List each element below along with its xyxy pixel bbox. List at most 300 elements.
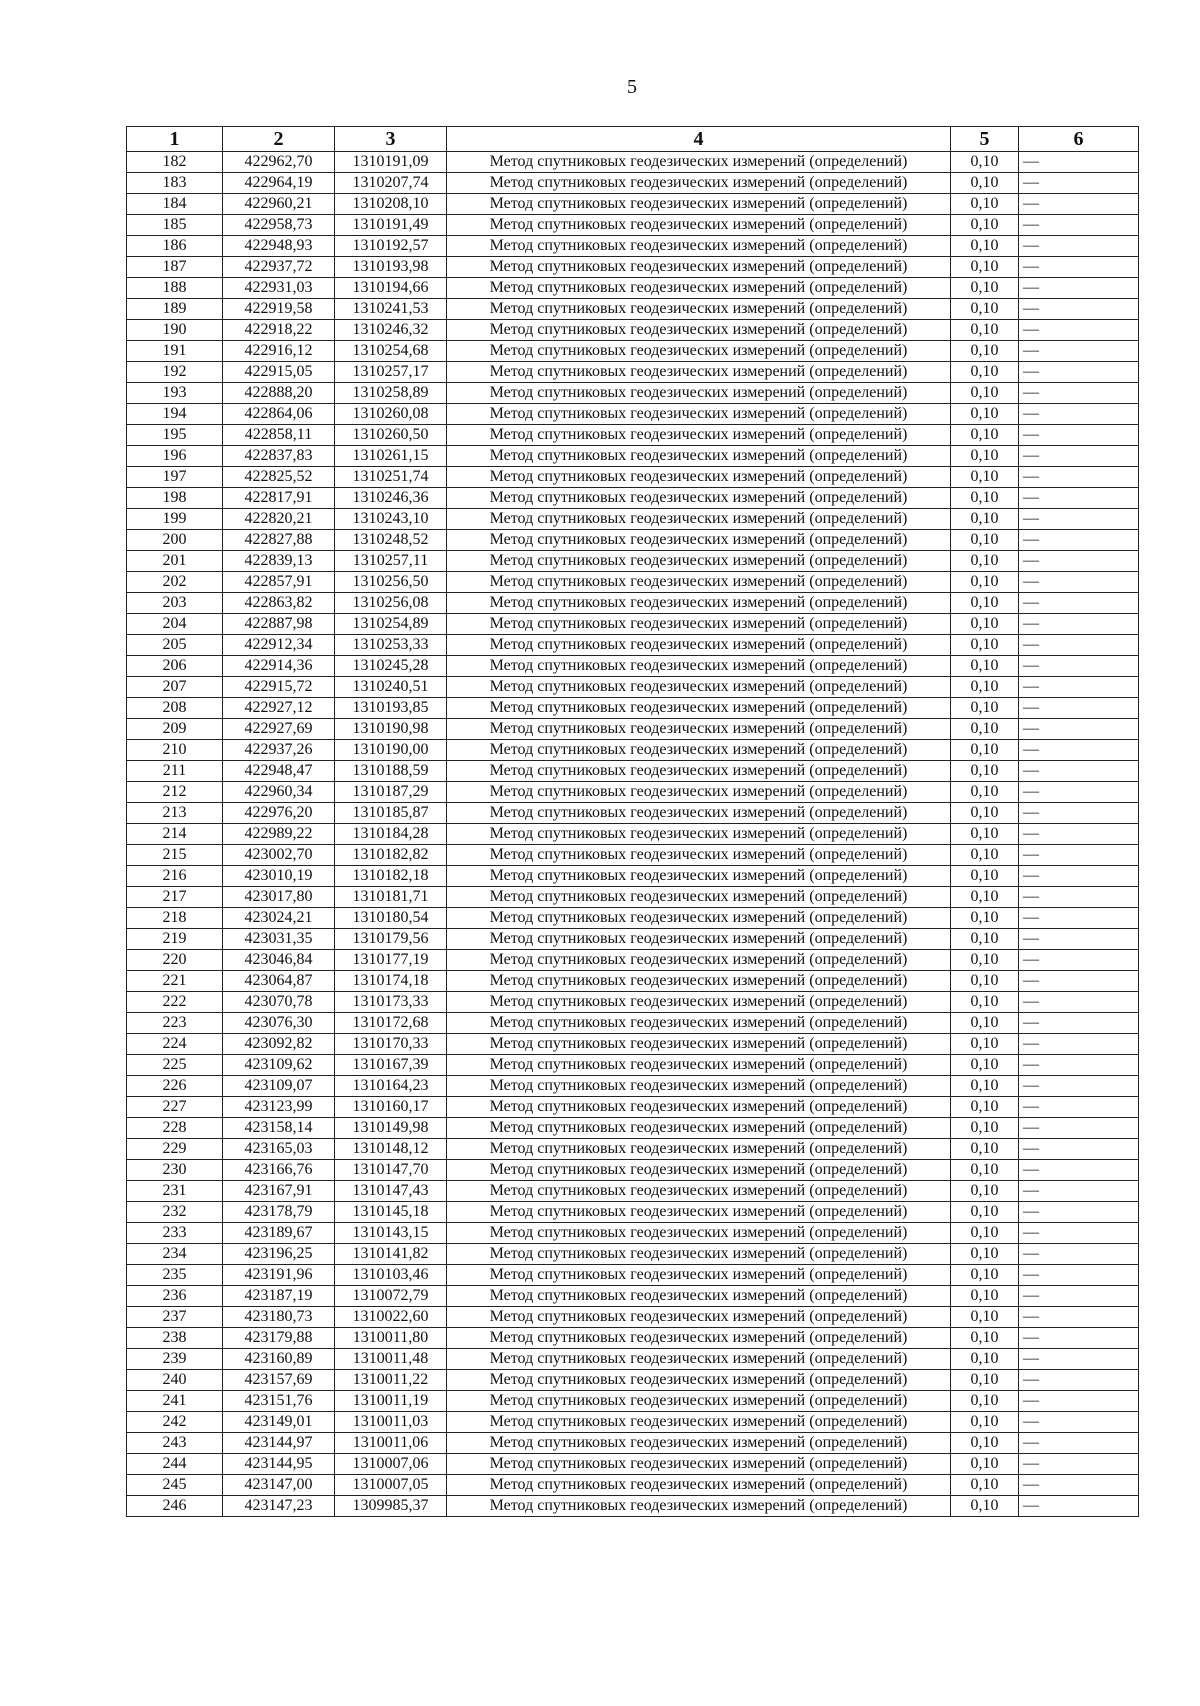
x-coordinate-cell: 422948,47	[223, 761, 335, 782]
method-cell: Метод спутниковых геодезических измерений (определений)	[447, 404, 951, 425]
point-number-cell: 208	[127, 698, 223, 719]
method-cell: Метод спутниковых геодезических измерений (определений)	[447, 656, 951, 677]
method-cell: Метод спутниковых геодезических измерений (определений)	[447, 824, 951, 845]
point-number-cell: 231	[127, 1181, 223, 1202]
method-cell: Метод спутниковых геодезических измерений (определений)	[447, 950, 951, 971]
point-number-cell: 233	[127, 1223, 223, 1244]
method-cell: Метод спутниковых геодезических измерений (определений)	[447, 1433, 951, 1454]
y-coordinate-cell: 1310248,52	[335, 530, 447, 551]
point-number-cell: 224	[127, 1034, 223, 1055]
y-coordinate-cell: 1310194,66	[335, 278, 447, 299]
point-number-cell: 203	[127, 593, 223, 614]
x-coordinate-cell: 423046,84	[223, 950, 335, 971]
description-cell: —	[1019, 257, 1139, 278]
description-cell: —	[1019, 215, 1139, 236]
description-cell: —	[1019, 1265, 1139, 1286]
y-coordinate-cell: 1310164,23	[335, 1076, 447, 1097]
x-coordinate-cell: 423064,87	[223, 971, 335, 992]
point-number-cell: 197	[127, 467, 223, 488]
accuracy-cell: 0,10	[951, 761, 1019, 782]
x-coordinate-cell: 423167,91	[223, 1181, 335, 1202]
method-cell: Метод спутниковых геодезических измерений (определений)	[447, 152, 951, 173]
description-cell: —	[1019, 1181, 1139, 1202]
accuracy-cell: 0,10	[951, 908, 1019, 929]
method-cell: Метод спутниковых геодезических измерений (определений)	[447, 1223, 951, 1244]
method-cell: Метод спутниковых геодезических измерений (определений)	[447, 1097, 951, 1118]
table-row	[127, 656, 1139, 677]
description-cell: —	[1019, 194, 1139, 215]
y-coordinate-cell: 1310148,12	[335, 1139, 447, 1160]
y-coordinate-cell: 1310149,98	[335, 1118, 447, 1139]
y-coordinate-cell: 1310253,33	[335, 635, 447, 656]
point-number-cell: 232	[127, 1202, 223, 1223]
y-coordinate-cell: 1310187,29	[335, 782, 447, 803]
description-cell: —	[1019, 551, 1139, 572]
x-coordinate-cell: 422817,91	[223, 488, 335, 509]
method-cell: Метод спутниковых геодезических измерений (определений)	[447, 1328, 951, 1349]
x-coordinate-cell: 423147,23	[223, 1496, 335, 1517]
x-coordinate-cell: 422825,52	[223, 467, 335, 488]
x-coordinate-cell: 423017,80	[223, 887, 335, 908]
description-cell: —	[1019, 1244, 1139, 1265]
accuracy-cell: 0,10	[951, 194, 1019, 215]
point-number-cell: 242	[127, 1412, 223, 1433]
accuracy-cell: 0,10	[951, 173, 1019, 194]
table-row	[127, 257, 1139, 278]
accuracy-cell: 0,10	[951, 257, 1019, 278]
table-row	[127, 992, 1139, 1013]
point-number-cell: 212	[127, 782, 223, 803]
point-number-cell: 235	[127, 1265, 223, 1286]
description-cell: —	[1019, 1307, 1139, 1328]
y-coordinate-cell: 1310182,18	[335, 866, 447, 887]
y-coordinate-cell: 1310172,68	[335, 1013, 447, 1034]
table-row	[127, 509, 1139, 530]
table-row	[127, 887, 1139, 908]
table-row	[127, 635, 1139, 656]
accuracy-cell: 0,10	[951, 635, 1019, 656]
table-row	[127, 740, 1139, 761]
point-number-cell: 245	[127, 1475, 223, 1496]
y-coordinate-cell: 1310190,98	[335, 719, 447, 740]
table-row	[127, 341, 1139, 362]
description-cell: —	[1019, 1118, 1139, 1139]
table-row	[127, 383, 1139, 404]
y-coordinate-cell: 1310241,53	[335, 299, 447, 320]
table-row	[127, 467, 1139, 488]
accuracy-cell: 0,10	[951, 1139, 1019, 1160]
description-cell: —	[1019, 824, 1139, 845]
x-coordinate-cell: 422864,06	[223, 404, 335, 425]
table-row	[127, 929, 1139, 950]
method-cell: Метод спутниковых геодезических измерений (определений)	[447, 929, 951, 950]
y-coordinate-cell: 1310240,51	[335, 677, 447, 698]
method-cell: Метод спутниковых геодезических измерений (определений)	[447, 1202, 951, 1223]
point-number-cell: 220	[127, 950, 223, 971]
description-cell: —	[1019, 1139, 1139, 1160]
point-number-cell: 182	[127, 152, 223, 173]
method-cell: Метод спутниковых геодезических измерений (определений)	[447, 1118, 951, 1139]
method-cell: Метод спутниковых геодезических измерений (определений)	[447, 740, 951, 761]
x-coordinate-cell: 423076,30	[223, 1013, 335, 1034]
y-coordinate-cell: 1310246,36	[335, 488, 447, 509]
y-coordinate-cell: 1310179,56	[335, 929, 447, 950]
accuracy-cell: 0,10	[951, 404, 1019, 425]
description-cell: —	[1019, 1496, 1139, 1517]
point-number-cell: 210	[127, 740, 223, 761]
table-row	[127, 299, 1139, 320]
x-coordinate-cell: 422914,36	[223, 656, 335, 677]
description-cell: —	[1019, 572, 1139, 593]
description-cell: —	[1019, 1328, 1139, 1349]
point-number-cell: 198	[127, 488, 223, 509]
table-row	[127, 1265, 1139, 1286]
x-coordinate-cell: 422918,22	[223, 320, 335, 341]
y-coordinate-cell: 1310254,68	[335, 341, 447, 362]
accuracy-cell: 0,10	[951, 1433, 1019, 1454]
description-cell: —	[1019, 1055, 1139, 1076]
y-coordinate-cell: 1310170,33	[335, 1034, 447, 1055]
description-cell: —	[1019, 320, 1139, 341]
point-number-cell: 237	[127, 1307, 223, 1328]
method-cell: Метод спутниковых геодезических измерений (определений)	[447, 1265, 951, 1286]
accuracy-cell: 0,10	[951, 509, 1019, 530]
y-coordinate-cell: 1310257,17	[335, 362, 447, 383]
accuracy-cell: 0,10	[951, 1265, 1019, 1286]
point-number-cell: 238	[127, 1328, 223, 1349]
table-row	[127, 803, 1139, 824]
method-cell: Метод спутниковых геодезических измерений (определений)	[447, 551, 951, 572]
description-cell: —	[1019, 446, 1139, 467]
description-cell: —	[1019, 488, 1139, 509]
table-body	[127, 152, 1139, 1517]
y-coordinate-cell: 1310185,87	[335, 803, 447, 824]
method-cell: Метод спутниковых геодезических измерений (определений)	[447, 299, 951, 320]
accuracy-cell: 0,10	[951, 1076, 1019, 1097]
description-cell: —	[1019, 782, 1139, 803]
point-number-cell: 200	[127, 530, 223, 551]
point-number-cell: 218	[127, 908, 223, 929]
accuracy-cell: 0,10	[951, 1202, 1019, 1223]
accuracy-cell: 0,10	[951, 1244, 1019, 1265]
accuracy-cell: 0,10	[951, 929, 1019, 950]
x-coordinate-cell: 423109,07	[223, 1076, 335, 1097]
x-coordinate-cell: 422888,20	[223, 383, 335, 404]
description-cell: —	[1019, 845, 1139, 866]
y-coordinate-cell: 1310256,50	[335, 572, 447, 593]
table-row	[127, 593, 1139, 614]
x-coordinate-cell: 423002,70	[223, 845, 335, 866]
description-cell: —	[1019, 635, 1139, 656]
method-cell: Метод спутниковых геодезических измерений (определений)	[447, 635, 951, 656]
x-coordinate-cell: 422858,11	[223, 425, 335, 446]
x-coordinate-cell: 423144,97	[223, 1433, 335, 1454]
y-coordinate-cell: 1310143,15	[335, 1223, 447, 1244]
x-coordinate-cell: 422989,22	[223, 824, 335, 845]
x-coordinate-cell: 423151,76	[223, 1391, 335, 1412]
method-cell: Метод спутниковых геодезических измерений (определений)	[447, 320, 951, 341]
method-cell: Метод спутниковых геодезических измерений (определений)	[447, 866, 951, 887]
x-coordinate-cell: 423010,19	[223, 866, 335, 887]
y-coordinate-cell: 1310258,89	[335, 383, 447, 404]
method-cell: Метод спутниковых геодезических измерений (определений)	[447, 1181, 951, 1202]
table-row	[127, 320, 1139, 341]
method-cell: Метод спутниковых геодезических измерений (определений)	[447, 383, 951, 404]
method-cell: Метод спутниковых геодезических измерений (определений)	[447, 1244, 951, 1265]
method-cell: Метод спутниковых геодезических измерений (определений)	[447, 257, 951, 278]
description-cell: —	[1019, 467, 1139, 488]
table-row	[127, 425, 1139, 446]
column-header-6: 6	[1019, 127, 1139, 152]
table-row	[127, 194, 1139, 215]
x-coordinate-cell: 422912,34	[223, 635, 335, 656]
table-row	[127, 152, 1139, 173]
point-number-cell: 205	[127, 635, 223, 656]
x-coordinate-cell: 422927,69	[223, 719, 335, 740]
accuracy-cell: 0,10	[951, 215, 1019, 236]
table-row	[127, 971, 1139, 992]
x-coordinate-cell: 423189,67	[223, 1223, 335, 1244]
method-cell: Метод спутниковых геодезических измерений (определений)	[447, 1160, 951, 1181]
point-number-cell: 214	[127, 824, 223, 845]
description-cell: —	[1019, 1475, 1139, 1496]
method-cell: Метод спутниковых геодезических измерений (определений)	[447, 1307, 951, 1328]
y-coordinate-cell: 1310103,46	[335, 1265, 447, 1286]
x-coordinate-cell: 423070,78	[223, 992, 335, 1013]
method-cell: Метод спутниковых геодезических измерений (определений)	[447, 1076, 951, 1097]
accuracy-cell: 0,10	[951, 1412, 1019, 1433]
x-coordinate-cell: 422827,88	[223, 530, 335, 551]
table-row	[127, 719, 1139, 740]
method-cell: Метод спутниковых геодезических измерений (определений)	[447, 908, 951, 929]
method-cell: Метод спутниковых геодезических измерений (определений)	[447, 1139, 951, 1160]
point-number-cell: 209	[127, 719, 223, 740]
method-cell: Метод спутниковых геодезических измерений (определений)	[447, 698, 951, 719]
x-coordinate-cell: 423160,89	[223, 1349, 335, 1370]
table-row	[127, 1160, 1139, 1181]
accuracy-cell: 0,10	[951, 1496, 1019, 1517]
description-cell: —	[1019, 236, 1139, 257]
x-coordinate-cell: 423166,76	[223, 1160, 335, 1181]
description-cell: —	[1019, 383, 1139, 404]
description-cell: —	[1019, 1370, 1139, 1391]
accuracy-cell: 0,10	[951, 992, 1019, 1013]
accuracy-cell: 0,10	[951, 1391, 1019, 1412]
method-cell: Метод спутниковых геодезических измерений (определений)	[447, 1475, 951, 1496]
table-row	[127, 1223, 1139, 1244]
point-number-cell: 202	[127, 572, 223, 593]
accuracy-cell: 0,10	[951, 1160, 1019, 1181]
x-coordinate-cell: 423031,35	[223, 929, 335, 950]
y-coordinate-cell: 1310254,89	[335, 614, 447, 635]
x-coordinate-cell: 422887,98	[223, 614, 335, 635]
point-number-cell: 221	[127, 971, 223, 992]
point-number-cell: 185	[127, 215, 223, 236]
y-coordinate-cell: 1310191,49	[335, 215, 447, 236]
point-number-cell: 234	[127, 1244, 223, 1265]
y-coordinate-cell: 1310147,43	[335, 1181, 447, 1202]
x-coordinate-cell: 422937,72	[223, 257, 335, 278]
y-coordinate-cell: 1310188,59	[335, 761, 447, 782]
description-cell: —	[1019, 425, 1139, 446]
description-cell: —	[1019, 866, 1139, 887]
table-row	[127, 278, 1139, 299]
table-row	[127, 1244, 1139, 1265]
point-number-cell: 193	[127, 383, 223, 404]
y-coordinate-cell: 1310207,74	[335, 173, 447, 194]
accuracy-cell: 0,10	[951, 362, 1019, 383]
description-cell: —	[1019, 1391, 1139, 1412]
table-row	[127, 761, 1139, 782]
table-row	[127, 1370, 1139, 1391]
description-cell: —	[1019, 1097, 1139, 1118]
y-coordinate-cell: 1310145,18	[335, 1202, 447, 1223]
method-cell: Метод спутниковых геодезических измерений (определений)	[447, 530, 951, 551]
y-coordinate-cell: 1310147,70	[335, 1160, 447, 1181]
accuracy-cell: 0,10	[951, 1055, 1019, 1076]
y-coordinate-cell: 1310072,79	[335, 1286, 447, 1307]
method-cell: Метод спутниковых геодезических измерений (определений)	[447, 992, 951, 1013]
table-row	[127, 1076, 1139, 1097]
table-row	[127, 1307, 1139, 1328]
description-cell: —	[1019, 152, 1139, 173]
accuracy-cell: 0,10	[951, 614, 1019, 635]
x-coordinate-cell: 423180,73	[223, 1307, 335, 1328]
y-coordinate-cell: 1310011,19	[335, 1391, 447, 1412]
description-cell: —	[1019, 971, 1139, 992]
y-coordinate-cell: 1310177,19	[335, 950, 447, 971]
x-coordinate-cell: 422962,70	[223, 152, 335, 173]
method-cell: Метод спутниковых геодезических измерений (определений)	[447, 341, 951, 362]
accuracy-cell: 0,10	[951, 719, 1019, 740]
table-row	[127, 530, 1139, 551]
accuracy-cell: 0,10	[951, 1034, 1019, 1055]
column-header-4: 4	[447, 127, 951, 152]
accuracy-cell: 0,10	[951, 1097, 1019, 1118]
table-row	[127, 404, 1139, 425]
x-coordinate-cell: 423149,01	[223, 1412, 335, 1433]
accuracy-cell: 0,10	[951, 677, 1019, 698]
description-cell: —	[1019, 1034, 1139, 1055]
method-cell: Метод спутниковых геодезических измерений (определений)	[447, 1412, 951, 1433]
description-cell: —	[1019, 509, 1139, 530]
x-coordinate-cell: 422863,82	[223, 593, 335, 614]
accuracy-cell: 0,10	[951, 152, 1019, 173]
method-cell: Метод спутниковых геодезических измерений (определений)	[447, 1454, 951, 1475]
column-header-3: 3	[335, 127, 447, 152]
description-cell: —	[1019, 908, 1139, 929]
x-coordinate-cell: 423179,88	[223, 1328, 335, 1349]
x-coordinate-cell: 422931,03	[223, 278, 335, 299]
x-coordinate-cell: 422919,58	[223, 299, 335, 320]
point-number-cell: 211	[127, 761, 223, 782]
accuracy-cell: 0,10	[951, 1328, 1019, 1349]
y-coordinate-cell: 1310011,22	[335, 1370, 447, 1391]
method-cell: Метод спутниковых геодезических измерений (определений)	[447, 425, 951, 446]
description-cell: —	[1019, 950, 1139, 971]
y-coordinate-cell: 1310180,54	[335, 908, 447, 929]
y-coordinate-cell: 1310167,39	[335, 1055, 447, 1076]
y-coordinate-cell: 1310257,11	[335, 551, 447, 572]
point-number-cell: 229	[127, 1139, 223, 1160]
method-cell: Метод спутниковых геодезических измерений (определений)	[447, 887, 951, 908]
description-cell: —	[1019, 1076, 1139, 1097]
x-coordinate-cell: 422915,72	[223, 677, 335, 698]
table-row	[127, 236, 1139, 257]
point-number-cell: 199	[127, 509, 223, 530]
accuracy-cell: 0,10	[951, 1370, 1019, 1391]
method-cell: Метод спутниковых геодезических измерений (определений)	[447, 488, 951, 509]
y-coordinate-cell: 1310007,05	[335, 1475, 447, 1496]
table-row	[127, 1202, 1139, 1223]
accuracy-cell: 0,10	[951, 593, 1019, 614]
description-cell: —	[1019, 1013, 1139, 1034]
table-row	[127, 488, 1139, 509]
description-cell: —	[1019, 887, 1139, 908]
x-coordinate-cell: 422964,19	[223, 173, 335, 194]
coordinates-table	[126, 126, 1139, 1517]
method-cell: Метод спутниковых геодезических измерений (определений)	[447, 1391, 951, 1412]
table-row	[127, 614, 1139, 635]
x-coordinate-cell: 423191,96	[223, 1265, 335, 1286]
table-row	[127, 1055, 1139, 1076]
accuracy-cell: 0,10	[951, 341, 1019, 362]
x-coordinate-cell: 423157,69	[223, 1370, 335, 1391]
point-number-cell: 213	[127, 803, 223, 824]
description-cell: —	[1019, 1412, 1139, 1433]
description-cell: —	[1019, 593, 1139, 614]
x-coordinate-cell: 422960,21	[223, 194, 335, 215]
table-row	[127, 1454, 1139, 1475]
point-number-cell: 226	[127, 1076, 223, 1097]
x-coordinate-cell: 422937,26	[223, 740, 335, 761]
accuracy-cell: 0,10	[951, 866, 1019, 887]
accuracy-cell: 0,10	[951, 824, 1019, 845]
y-coordinate-cell: 1310191,09	[335, 152, 447, 173]
table-row	[127, 698, 1139, 719]
y-coordinate-cell: 1310011,48	[335, 1349, 447, 1370]
method-cell: Метод спутниковых геодезических измерений (определений)	[447, 677, 951, 698]
x-coordinate-cell: 423092,82	[223, 1034, 335, 1055]
method-cell: Метод спутниковых геодезических измерений (определений)	[447, 362, 951, 383]
accuracy-cell: 0,10	[951, 530, 1019, 551]
description-cell: —	[1019, 719, 1139, 740]
accuracy-cell: 0,10	[951, 467, 1019, 488]
method-cell: Метод спутниковых геодезических измерений (определений)	[447, 572, 951, 593]
accuracy-cell: 0,10	[951, 1307, 1019, 1328]
accuracy-cell: 0,10	[951, 1181, 1019, 1202]
y-coordinate-cell: 1309985,37	[335, 1496, 447, 1517]
y-coordinate-cell: 1310208,10	[335, 194, 447, 215]
method-cell: Метод спутниковых геодезических измерений (определений)	[447, 173, 951, 194]
description-cell: —	[1019, 278, 1139, 299]
description-cell: —	[1019, 656, 1139, 677]
accuracy-cell: 0,10	[951, 320, 1019, 341]
accuracy-cell: 0,10	[951, 1118, 1019, 1139]
point-number-cell: 236	[127, 1286, 223, 1307]
x-coordinate-cell: 422948,93	[223, 236, 335, 257]
table-row	[127, 782, 1139, 803]
point-number-cell: 192	[127, 362, 223, 383]
accuracy-cell: 0,10	[951, 1475, 1019, 1496]
description-cell: —	[1019, 761, 1139, 782]
point-number-cell: 187	[127, 257, 223, 278]
page-number: 5	[627, 76, 637, 98]
accuracy-cell: 0,10	[951, 656, 1019, 677]
y-coordinate-cell: 1310245,28	[335, 656, 447, 677]
description-cell: —	[1019, 698, 1139, 719]
accuracy-cell: 0,10	[951, 782, 1019, 803]
